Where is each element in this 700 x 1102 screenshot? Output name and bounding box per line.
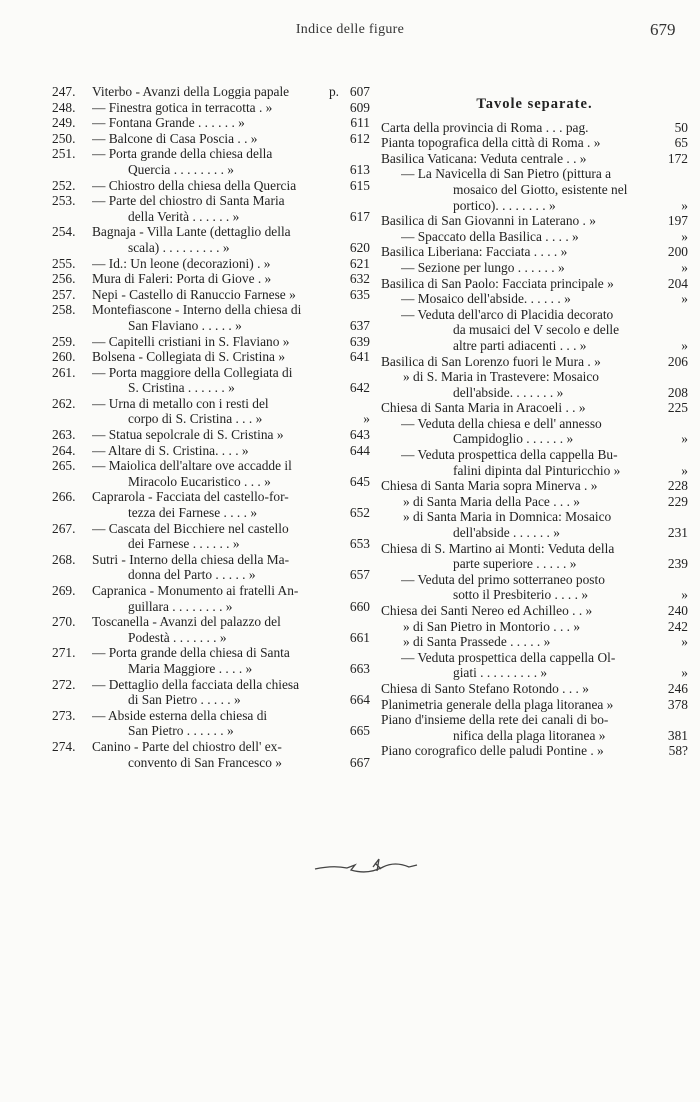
entry-page: 642 [349, 380, 370, 396]
index-entry-continuation [52, 318, 370, 334]
entry-page [339, 614, 370, 630]
plate-page: 381 [667, 727, 688, 743]
index-entry [52, 287, 370, 303]
entry-text: tezza dei Farnese . . . . » [128, 505, 258, 521]
plate-entry [381, 151, 688, 167]
entry-text: Sutri - Interno della chiesa della Ma- [92, 551, 290, 567]
plate-page [657, 322, 688, 338]
entry-page: 621 [349, 255, 370, 271]
plate-page: » [681, 337, 688, 353]
plate-text: — Veduta della chiesa e dell' annesso [401, 415, 602, 431]
entry-text: — Parte del chiostro di Santa Maria [92, 193, 285, 209]
entry-page [339, 224, 370, 240]
plate-entry [381, 650, 688, 666]
index-entry [52, 396, 370, 412]
plate-text: falini dipinta dal Pinturicchio » [453, 462, 621, 478]
index-entry [52, 349, 370, 365]
plate-entry [381, 556, 688, 572]
entry-text: Mura di Faleri: Porta di Giove . » [92, 271, 272, 287]
entry-text: Montefiascone - Interno della chiesa di [92, 302, 302, 318]
index-entry [52, 458, 370, 474]
plate-entry [381, 494, 688, 510]
plate-text: Chiesa di Santa Maria sopra Minerva . » [381, 478, 598, 494]
entry-page [339, 302, 370, 318]
entry-page: 652 [349, 505, 370, 521]
index-entry [52, 146, 370, 162]
index-entry [52, 489, 370, 505]
plate-text: » di Santa Maria in Domnica: Mosaico [403, 509, 612, 525]
entry-text: scala) . . . . . . . . . » [128, 239, 230, 255]
index-entry-continuation [52, 162, 370, 178]
entry-text: — Altare di S. Cristina. . . . » [92, 442, 249, 458]
plate-entry [381, 229, 688, 245]
entry-text: dei Farnese . . . . . . » [128, 536, 240, 552]
plate-page: » [681, 259, 688, 275]
entry-number: 250. [52, 130, 76, 146]
plate-page: 206 [667, 353, 688, 369]
plate-entry [381, 260, 688, 276]
entry-page: 665 [349, 723, 370, 739]
plate-page: » [681, 665, 688, 681]
entry-page [339, 489, 370, 505]
plate-entry [381, 354, 688, 370]
ornament-flourish-icon [313, 853, 423, 883]
entry-page: 607 [349, 84, 370, 99]
separate-plates-column [381, 84, 688, 759]
entry-page: 632 [349, 271, 370, 287]
index-entry [52, 131, 370, 147]
plate-entry [381, 416, 688, 432]
plate-text: — Veduta dell'arco di Placidia decorato [401, 306, 614, 322]
plate-text: Chiesa di S. Martino ai Monti: Veduta della [381, 540, 615, 556]
entry-number: 249. [52, 115, 76, 131]
index-entry [52, 739, 370, 755]
entry-page [339, 708, 370, 724]
plate-text: altre parti adiacenti . . . » [453, 337, 587, 353]
entry-text: Bagnaja - Villa Lante (dettaglio della [92, 224, 291, 240]
plate-text: — Mosaico dell'abside. . . . . . » [401, 291, 571, 307]
plate-page: 172 [667, 150, 688, 166]
index-entry-continuation [52, 723, 370, 739]
plate-text: » di Santa Maria della Pace . . . » [403, 493, 581, 509]
entry-page [339, 396, 370, 412]
entry-number: 267. [52, 520, 76, 536]
plate-page: 246 [667, 680, 688, 696]
entry-text: Bolsena - Collegiata di S. Cristina » [92, 349, 286, 365]
plate-page: 225 [667, 400, 688, 416]
entry-text: Capranica - Monumento ai fratelli An- [92, 583, 299, 598]
section-title: Tavole separate. [476, 96, 593, 112]
plate-entry [381, 338, 688, 354]
plate-page [657, 541, 688, 557]
entry-number: 255. [52, 255, 76, 271]
entry-page: 617 [349, 208, 370, 224]
entry-page: 645 [349, 473, 370, 489]
index-entry [52, 334, 370, 350]
plate-page [657, 509, 688, 525]
index-entry-continuation [52, 240, 370, 256]
plate-entry [381, 743, 688, 759]
entry-number: 253. [52, 193, 76, 209]
plate-text: Chiesa di Santa Maria in Aracoeli . . » [381, 400, 586, 416]
entry-text: — Capitelli cristiani in S. Flaviano » [92, 333, 290, 349]
index-entry [52, 365, 370, 381]
plate-text: parte superiore . . . . . » [453, 556, 577, 572]
entry-text: convento di San Francesco » [128, 754, 282, 770]
plate-entry [381, 385, 688, 401]
index-entry [52, 256, 370, 272]
entry-page: 661 [349, 629, 370, 645]
index-entry [52, 708, 370, 724]
entry-text: Canino - Parte del chiostro dell' ex- [92, 738, 282, 754]
plate-page [657, 447, 688, 463]
index-entry-continuation [52, 536, 370, 552]
entry-number: 272. [52, 676, 76, 692]
entry-page: 657 [349, 567, 370, 583]
plate-text: Chiesa dei Santi Nereo ed Achilleo . . » [381, 603, 593, 618]
index-entry-continuation [52, 380, 370, 396]
entry-page: 660 [349, 598, 370, 614]
entry-page: 653 [349, 536, 370, 552]
entry-page: 635 [349, 286, 370, 302]
plate-entry [381, 665, 688, 681]
plate-page: 200 [667, 244, 688, 260]
entry-page: 641 [349, 349, 370, 365]
entry-page [339, 677, 370, 693]
entry-page [339, 739, 370, 755]
entry-page [339, 552, 370, 568]
plate-page: » [681, 634, 688, 650]
plate-text: — Sezione per lungo . . . . . . » [401, 259, 565, 275]
entry-page [339, 146, 370, 162]
index-entry-continuation [52, 505, 370, 521]
index-entry [52, 115, 370, 131]
entry-text: Toscanella - Avanzi del palazzo del [92, 614, 281, 630]
entry-page: 609 [349, 99, 370, 115]
entry-number: 254. [52, 224, 76, 240]
entry-number: 248. [52, 99, 76, 115]
plate-page: 50 [674, 119, 688, 135]
entry-number: 269. [52, 583, 76, 598]
plate-page [657, 307, 688, 323]
plate-page [657, 416, 688, 432]
plate-page [657, 712, 688, 728]
plate-text: — Spaccato della Basilica . . . . » [401, 228, 579, 244]
plate-entry [381, 431, 688, 447]
entry-page [339, 365, 370, 381]
index-entry-continuation [52, 474, 370, 490]
entry-text: di San Pietro . . . . . » [128, 692, 241, 708]
entry-page [339, 645, 370, 661]
entry-text: — Urna di metallo con i resti del [92, 395, 269, 411]
plate-page: » [681, 291, 688, 307]
plate-entry [381, 244, 688, 260]
plate-page: » [681, 228, 688, 244]
entry-number: 271. [52, 645, 76, 661]
plate-entry [381, 603, 688, 619]
entry-number: 258. [52, 302, 76, 318]
plate-entry [381, 182, 688, 198]
index-entry-continuation [52, 567, 370, 583]
entry-text: — Finestra gotica in terracotta . » [92, 99, 273, 115]
plate-page: 378 [667, 696, 688, 712]
entry-number: 259. [52, 333, 76, 349]
plate-page [657, 572, 688, 588]
plate-entry [381, 213, 688, 229]
plate-text: Basilica di San Lorenzo fuori le Mura . » [381, 353, 601, 369]
plate-text: Planimetria generale della plaga litoranea » [381, 696, 614, 712]
plate-page: 228 [667, 478, 688, 494]
plate-text: giati . . . . . . . . . » [453, 665, 548, 681]
entry-page: 643 [349, 427, 370, 443]
plate-text: — Veduta prospettica della cappella Bu- [401, 447, 618, 463]
index-entry [52, 521, 370, 537]
entry-text: guillara . . . . . . . . » [128, 598, 233, 614]
plate-page: 229 [667, 493, 688, 509]
entry-number: 274. [52, 738, 76, 754]
plate-entry [381, 697, 688, 713]
entry-text: — Id.: Un leone (decorazioni) . » [92, 255, 271, 271]
plate-page [657, 369, 688, 385]
plate-page: » [681, 462, 688, 478]
entry-page: 667 [349, 754, 370, 770]
plate-text: Campidoglio . . . . . . » [453, 431, 574, 447]
index-entry [52, 614, 370, 630]
entry-number: 261. [52, 364, 76, 380]
plate-text: Basilica di San Giovanni in Laterano . » [381, 213, 596, 229]
index-entry [52, 271, 370, 287]
entry-text: Quercia . . . . . . . . » [128, 161, 234, 177]
entry-text: Caprarola - Facciata del castello-for- [92, 489, 289, 505]
entry-text: — Porta maggiore della Collegiata di [92, 364, 293, 380]
entry-text: San Pietro . . . . . . » [128, 723, 234, 739]
entry-text: S. Cristina . . . . . . » [128, 380, 235, 396]
entry-page: » [363, 411, 370, 427]
entry-number: 251. [52, 146, 76, 162]
plate-text: nifica della plaga litoranea » [453, 727, 606, 743]
plate-page: 240 [667, 603, 688, 618]
figure-index-column [52, 84, 370, 770]
plate-entry [381, 369, 688, 385]
plate-entry [381, 166, 688, 182]
plate-entry [381, 307, 688, 323]
plate-text: portico). . . . . . . . » [453, 197, 556, 213]
plate-text: Basilica Liberiana: Facciata . . . . » [381, 244, 568, 260]
entry-text: — Fontana Grande . . . . . . » [92, 115, 245, 131]
plate-page: 231 [667, 525, 688, 541]
plate-text: — Veduta del primo sotterraneo posto [401, 571, 605, 587]
plate-entry [381, 634, 688, 650]
plate-entry [381, 478, 688, 494]
plate-entry [381, 619, 688, 635]
entry-page: 620 [349, 239, 370, 255]
plate-page: 58? [668, 743, 688, 759]
plate-entry [381, 276, 688, 292]
entry-page [339, 521, 370, 537]
plate-text: Pianta topografica della città di Roma . » [381, 135, 601, 151]
index-entry-continuation [52, 692, 370, 708]
plate-page: 197 [667, 213, 688, 229]
plate-entry [381, 135, 688, 151]
plate-page: » [681, 587, 688, 603]
entry-number: 260. [52, 349, 76, 365]
entry-page: 639 [349, 333, 370, 349]
plate-entry [381, 587, 688, 603]
entry-number: 247. [52, 84, 76, 99]
plate-text: dell'abside . . . . . . » [453, 525, 560, 541]
running-header: Indice delle figure [295, 22, 405, 37]
plate-text: » di Santa Prassede . . . . . » [403, 634, 551, 650]
index-entry [52, 583, 370, 599]
plate-text: dell'abside. . . . . . . » [453, 384, 564, 400]
index-entry [52, 677, 370, 693]
plate-entry [381, 728, 688, 744]
plate-page [657, 182, 688, 198]
plate-text: Basilica di San Paolo: Facciata principale » [381, 275, 614, 291]
plate-text: Carta della provincia di Roma . . . pag. [381, 119, 589, 135]
entry-text: San Flaviano . . . . . » [128, 317, 242, 333]
entry-number: 264. [52, 442, 76, 458]
plate-page: 204 [667, 275, 688, 291]
entry-text: — Statua sepolcrale di S. Cristina » [92, 427, 284, 443]
entry-text: Podestà . . . . . . . » [128, 629, 227, 645]
index-entry [52, 645, 370, 661]
plate-entry [381, 322, 688, 338]
plate-entry [381, 681, 688, 697]
entry-page: 664 [349, 692, 370, 708]
plate-text: Chiesa di Santo Stefano Rotondo . . . » [381, 680, 589, 696]
entry-text: — Maiolica dell'altare ove accadde il [92, 458, 292, 474]
index-entry [52, 552, 370, 568]
page-number: 679 [650, 20, 676, 39]
entry-text: — Dettaglio della facciata della chiesa [92, 676, 300, 692]
plate-page: 242 [667, 618, 688, 634]
entry-number: 257. [52, 286, 76, 302]
entry-text: — Abside esterna della chiesa di [92, 707, 268, 723]
entry-number: 263. [52, 427, 76, 443]
entry-text: Viterbo - Avanzi della Loggia papale [92, 84, 290, 99]
plate-entry [381, 463, 688, 479]
index-entry [52, 427, 370, 443]
index-entry [52, 193, 370, 209]
entry-number: 265. [52, 458, 76, 474]
plate-entry [381, 525, 688, 541]
entry-number: 256. [52, 271, 76, 287]
index-entry [52, 100, 370, 116]
index-entry-continuation [52, 209, 370, 225]
plate-entry [381, 509, 688, 525]
plate-text: da musaici del V secolo e delle [453, 322, 620, 338]
plate-page [657, 166, 688, 182]
entry-number: 268. [52, 551, 76, 567]
index-entry-continuation [52, 599, 370, 615]
plate-entry [381, 198, 688, 214]
plate-text: mosaico del Giotto, esistente nel [453, 181, 628, 197]
plate-page: » [681, 197, 688, 213]
plate-text: Basilica Vaticana: Veduta centrale . . » [381, 150, 587, 166]
entry-page [339, 458, 370, 474]
entry-text: — Porta grande della chiesa di Santa [92, 645, 290, 661]
entry-text: Miracolo Eucaristico . . . » [128, 473, 271, 489]
index-entry-continuation [52, 411, 370, 427]
entry-page: 611 [350, 115, 370, 131]
entry-number: 270. [52, 614, 76, 630]
entry-text: corpo di S. Cristina . . . » [128, 411, 263, 427]
entry-page: 612 [349, 130, 370, 146]
plate-entry [381, 291, 688, 307]
entry-number: 262. [52, 395, 76, 411]
plate-text: Piano d'insieme della rete dei canali di bo- [381, 712, 609, 728]
plate-page: 208 [667, 384, 688, 400]
plate-text: Piano corografico delle paludi Pontine . » [381, 743, 604, 759]
index-entry-continuation [52, 755, 370, 771]
plate-text: sotto il Presbiterio . . . . » [453, 587, 589, 603]
entry-page: 615 [349, 177, 370, 193]
plate-page: 239 [667, 556, 688, 572]
index-entry-continuation [52, 630, 370, 646]
plate-entry [381, 400, 688, 416]
page-prefix: p. [328, 84, 339, 99]
plate-text: » di S. Maria in Trastevere: Mosaico [403, 369, 600, 385]
index-entry [52, 224, 370, 240]
entry-number: 273. [52, 707, 76, 723]
plate-entry [381, 541, 688, 557]
plate-page [657, 650, 688, 666]
plate-entry [381, 712, 688, 728]
plate-text: — Veduta prospettica della cappella Ol- [401, 649, 616, 665]
entry-page [339, 583, 370, 599]
plate-page: » [681, 431, 688, 447]
entry-text: donna del Parto . . . . . » [128, 567, 256, 583]
entry-number: 266. [52, 489, 76, 505]
plate-text: » di San Pietro in Montorio . . . » [403, 618, 581, 634]
plate-entry [381, 447, 688, 463]
entry-text: — Chiostro della chiesa della Quercia [92, 177, 297, 193]
entry-page: 644 [349, 442, 370, 458]
entry-text: della Verità . . . . . . » [128, 208, 240, 224]
entry-text: — Porta grande della chiesa della [92, 146, 273, 162]
index-entry [52, 443, 370, 459]
entry-page: 637 [349, 317, 370, 333]
entry-text: — Balcone di Casa Poscia . . » [92, 130, 258, 146]
plate-entry [381, 120, 688, 136]
entry-number: 252. [52, 177, 76, 193]
plate-page: 65 [674, 135, 688, 151]
plate-entry [381, 572, 688, 588]
entry-text: Maria Maggiore . . . . » [128, 660, 253, 676]
entry-page: 663 [349, 660, 370, 676]
entry-text: — Cascata del Bicchiere nel castello [92, 520, 289, 536]
entry-page [339, 193, 370, 209]
index-entry [52, 302, 370, 318]
index-entry-continuation [52, 661, 370, 677]
entry-text: Nepi - Castello di Ranuccio Farnese » [92, 286, 296, 302]
index-entry [52, 84, 370, 100]
entry-page: 613 [349, 161, 370, 177]
index-entry [52, 178, 370, 194]
plate-text: — La Navicella di San Pietro (pittura a [401, 166, 612, 182]
